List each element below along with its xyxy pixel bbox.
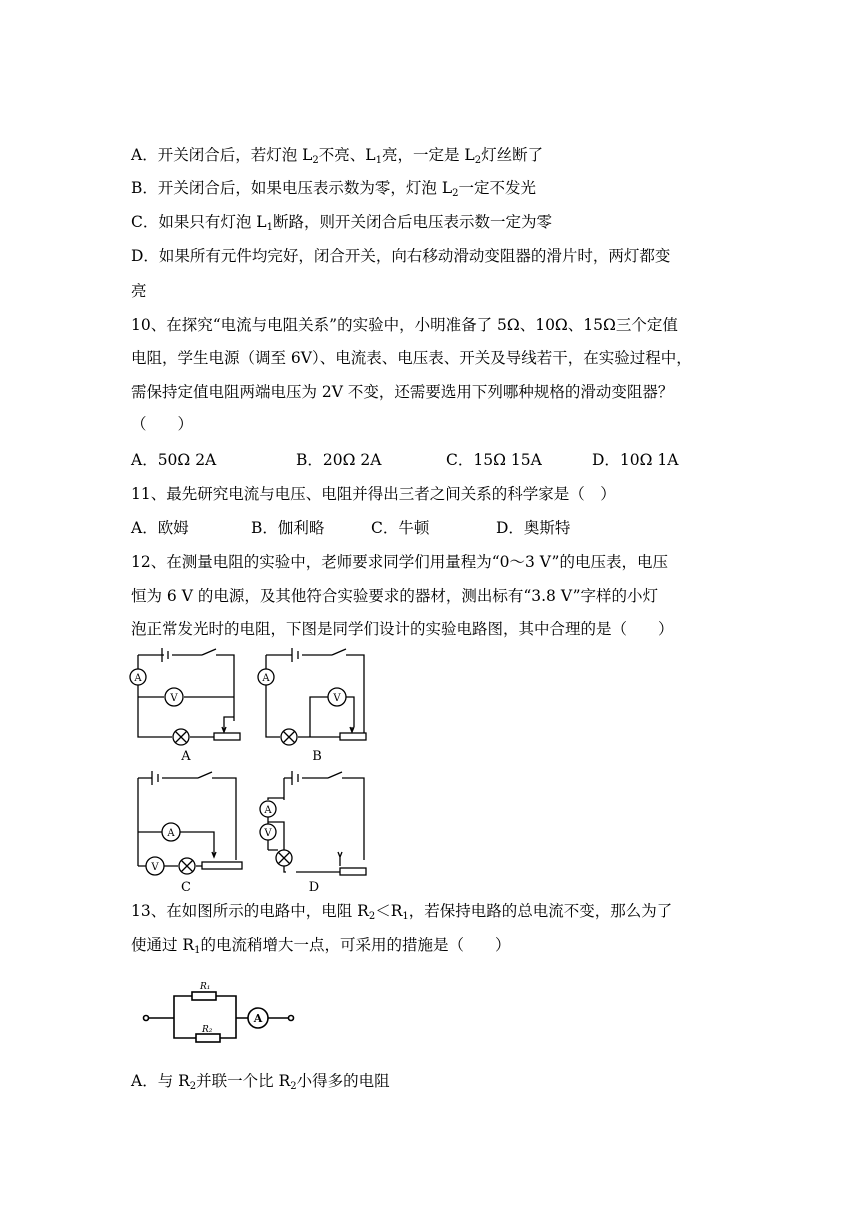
circuit-diagram-a bbox=[128, 645, 248, 765]
q13-line2: 使通过 $R_1$的电流稍增大一点，可采用的措施是（ ） bbox=[131, 936, 511, 956]
voltmeter-label: V bbox=[151, 862, 159, 873]
q13-option-a: A．与 $R_2$并联一个比 $R_2$小得多的电阻 bbox=[131, 1072, 390, 1092]
ammeter-label: A bbox=[253, 1012, 263, 1025]
q11-option-b: B．伽利略 bbox=[251, 519, 325, 537]
q10-line3: 需保持定值电阻两端电压为 2V 不变，还需要选用下列哪种规格的滑动变阻器？ bbox=[131, 383, 674, 401]
q10-options bbox=[131, 450, 678, 470]
q10-line2: 电阻，学生电源（调至 6V）、电流表、电压表、开关及导线若干，在实验过程中， bbox=[131, 349, 692, 367]
q13-circuit-diagram bbox=[140, 978, 300, 1043]
q9-option-a: A．开关闭合后，若灯泡 $L_2$不亮、$L_1$亮，一定是 $L_2$灯丝断了 bbox=[131, 146, 544, 166]
circuit-label-b: B bbox=[312, 749, 322, 764]
circuit-diagram-c bbox=[128, 770, 253, 895]
q9-option-c: C．如果只有灯泡 $L_1$断路，则开关闭合后电压表示数一定为零 bbox=[131, 213, 552, 233]
ammeter-label: A bbox=[264, 805, 272, 816]
circuit-diagram-d bbox=[256, 770, 381, 895]
resistor-r2-label: R₂ bbox=[202, 1025, 213, 1035]
q12-line1: 12、在测量电阻的实验中，老师要求同学们用量程为“0～3 V”的电压表，电压 bbox=[131, 553, 668, 571]
resistor-r1-label: R₁ bbox=[200, 982, 211, 992]
q10-option-a: A．50Ω 2A bbox=[131, 451, 217, 469]
voltmeter-label: V bbox=[264, 828, 272, 839]
ammeter-label: A bbox=[262, 673, 270, 684]
voltmeter-label: V bbox=[333, 693, 341, 704]
q12-line2: 恒为 6 V 的电源，及其他符合实验要求的器材，测出标有“3.8 V”字样的小灯 bbox=[131, 587, 659, 605]
q9-option-d-line2: 亮 bbox=[131, 282, 147, 300]
q12-line3: 泡正常发光时的电阻，下图是同学们设计的实验电路图，其中合理的是（ ） bbox=[131, 620, 674, 638]
q9-option-d-line1: D．如果所有元件均完好，闭合开关，向右移动滑动变阻器的滑片时，两灯都变 bbox=[131, 247, 671, 265]
q10-option-b: B．20Ω 2A bbox=[296, 451, 382, 469]
q11-question: 11、最先研究电流与电压、电阻并得出三者之间关系的科学家是（ ） bbox=[131, 485, 616, 503]
circuit-label-d: D bbox=[308, 880, 320, 895]
ammeter-label: A bbox=[167, 828, 175, 839]
voltmeter-label: V bbox=[170, 693, 178, 704]
circuit-diagram-b bbox=[256, 645, 376, 765]
q13-line1: 13、在如图所示的电路中，电阻 $R_2<R_1$，若保持电路的总电流不变，那么为了 bbox=[131, 902, 673, 922]
q11-options bbox=[131, 518, 570, 538]
q10-line4: （ ） bbox=[131, 415, 194, 433]
circuit-label-a: A bbox=[181, 749, 191, 764]
q10-option-c: C．15Ω 15A bbox=[446, 451, 542, 469]
ammeter-label: A bbox=[134, 673, 142, 684]
q11-option-a: A．欧姆 bbox=[131, 519, 189, 537]
q10-line1: 10、在探究“电流与电阻关系”的实验中，小明准备了 5Ω、10Ω、15Ω三个定值 bbox=[131, 316, 678, 334]
q9-option-b: B．开关闭合后，如果电压表示数为零，灯泡 $L_2$一定不发光 bbox=[131, 179, 537, 199]
q11-option-c: C．牛顿 bbox=[371, 519, 430, 537]
circuit-label-c: C bbox=[181, 880, 191, 895]
q11-option-d: D．奥斯特 bbox=[496, 519, 571, 537]
q10-option-d: D．10Ω 1A bbox=[592, 451, 679, 469]
